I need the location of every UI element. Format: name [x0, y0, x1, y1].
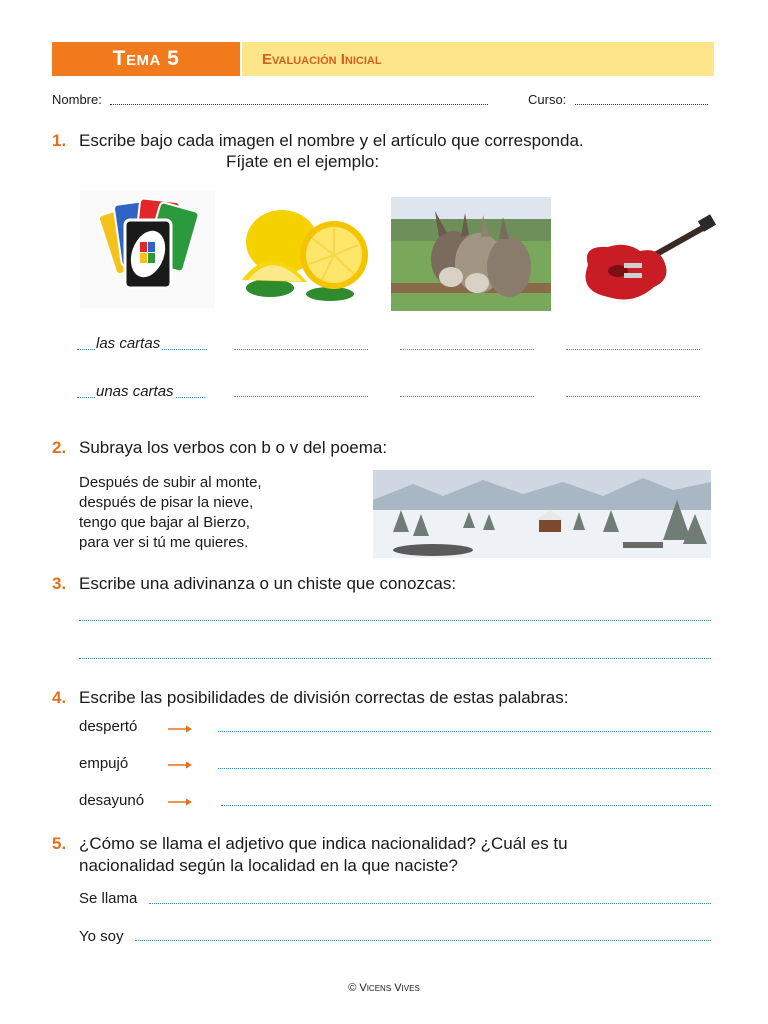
- division-answer-empujó[interactable]: [218, 768, 711, 769]
- example-indefinite: unas cartas: [96, 383, 174, 400]
- answer-definite-lemon[interactable]: [234, 349, 368, 350]
- se-llama-label: Se llama: [79, 890, 138, 907]
- q3-number: 3.: [52, 574, 67, 593]
- se-llama-answer[interactable]: [149, 903, 711, 904]
- arrow-right-icon: [168, 760, 192, 770]
- q4-number: 4.: [52, 688, 67, 707]
- q3-answer-line-2[interactable]: [79, 658, 711, 659]
- answer-indefinite-guitar[interactable]: [566, 396, 700, 397]
- evaluacion-title: Evaluación Inicial: [262, 50, 382, 68]
- nombre-label: Nombre:: [52, 92, 102, 107]
- poem-line: Después de subir al monte,: [79, 474, 262, 491]
- answer-definite-donkey[interactable]: [400, 349, 534, 350]
- evaluacion-banner: [242, 42, 714, 76]
- curso-field[interactable]: [575, 104, 708, 105]
- example-definite: las cartas: [96, 335, 161, 352]
- q2-text: Subraya los verbos con b o v del poema:: [79, 438, 388, 457]
- snow-landscape-image: [373, 470, 711, 558]
- q3-text: Escribe una adivinanza o un chiste que conozcas:: [79, 574, 457, 593]
- example-answer-1: [77, 335, 207, 351]
- poem-line: tengo que bajar al Bierzo,: [79, 514, 250, 531]
- q5-number: 5.: [52, 834, 67, 853]
- lemon-image: [232, 200, 380, 310]
- curso-label: Curso:: [528, 92, 567, 107]
- answer-indefinite-lemon[interactable]: [234, 396, 368, 397]
- yo-soy-label: Yo soy: [79, 928, 124, 945]
- division-answer-despertó[interactable]: [218, 731, 711, 732]
- answer-definite-guitar[interactable]: [566, 349, 700, 350]
- q1-text-line2: Fíjate en el ejemplo:: [226, 152, 380, 171]
- q4-text: Escribe las posibilidades de división correctas de estas palabras:: [79, 688, 569, 707]
- copyright: © Vicens Vives: [348, 982, 420, 994]
- q5-text-line2: nacionalidad según la localidad en la que naciste?: [79, 856, 459, 875]
- tema-title: Tema 5: [112, 47, 180, 70]
- poem-line: después de pisar la nieve,: [79, 494, 254, 511]
- q1-number: 1.: [52, 131, 67, 150]
- q1-text: Escribe bajo cada imagen el nombre y el artículo que corresponda.: [79, 131, 584, 150]
- arrow-right-icon: [168, 724, 192, 734]
- answer-indefinite-donkey[interactable]: [400, 396, 534, 397]
- arrow-right-icon: [168, 797, 192, 807]
- word-label: desayunó: [79, 792, 145, 809]
- nombre-field[interactable]: [110, 104, 488, 105]
- yo-soy-answer[interactable]: [135, 940, 711, 941]
- q5-text: ¿Cómo se llama el adjetivo que indica nacionalidad? ¿Cuál es tu: [79, 834, 568, 853]
- word-label: empujó: [79, 755, 129, 772]
- guitar-image: [568, 205, 718, 310]
- q2-number: 2.: [52, 438, 67, 457]
- cards-image: [80, 190, 215, 308]
- donkeys-image: [391, 197, 551, 311]
- poem: [79, 473, 262, 553]
- tema-banner: [52, 42, 240, 76]
- example-answer-2: [77, 383, 205, 399]
- division-answer-desayunó[interactable]: [221, 805, 711, 806]
- poem-line: para ver si tú me quieres.: [79, 534, 249, 551]
- word-label: despertó: [79, 718, 138, 735]
- q3-answer-line-1[interactable]: [79, 620, 711, 621]
